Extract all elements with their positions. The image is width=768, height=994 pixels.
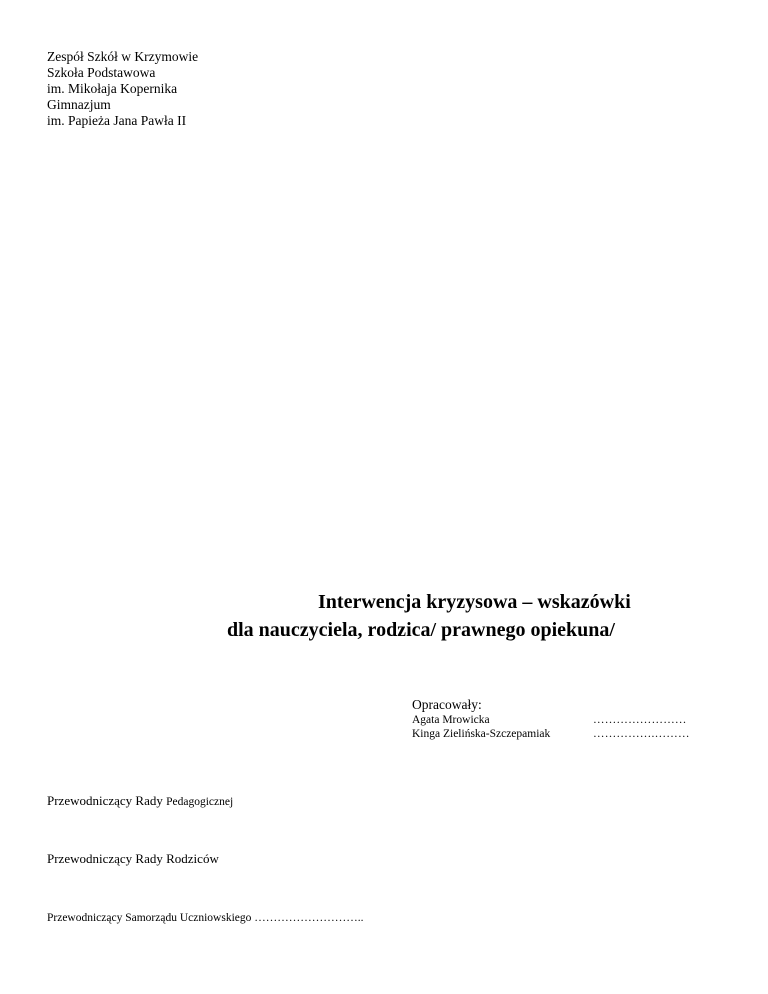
signature-pedagogical-council [47, 793, 233, 809]
signature-parents-council: Przewodniczący Rady Rodziców [47, 851, 219, 866]
author-name: Agata Mrowicka [412, 714, 490, 726]
signature-student-council: Przewodniczący Samorządu Uczniowskiego ……………………….. [47, 912, 364, 924]
title-line-1: Interwencja kryzysowa – wskazówki [318, 591, 631, 613]
header-line-school-complex: Zespół Szkół w Krzymowie [47, 49, 199, 64]
signature-dots: …………………… [593, 714, 687, 726]
signature-dots: …………….……… [593, 728, 690, 740]
title-line-2: dla nauczyciela, rodzica/ prawnego opiekuna/ [227, 619, 615, 641]
authors-section [412, 697, 712, 741]
school-header [47, 49, 198, 129]
header-line-gymnasium: Gimnazjum [47, 97, 111, 112]
authors-heading: Opracowały: [412, 697, 482, 712]
author-row [412, 727, 712, 741]
author-name: Kinga Zielińska-Szczepamiak [412, 728, 551, 740]
author-row [412, 713, 712, 727]
header-line-primary-patron: im. Mikołaja Kopernika [47, 81, 178, 96]
header-line-primary-school: Szkoła Podstawowa [47, 65, 156, 80]
signature-pedagogical-prefix: Przewodniczący Rady [47, 793, 167, 808]
signature-pedagogical-suffix: Pedagogicznej [166, 796, 234, 808]
header-line-gymnasium-patron: im. Papieża Jana Pawła II [47, 113, 187, 128]
